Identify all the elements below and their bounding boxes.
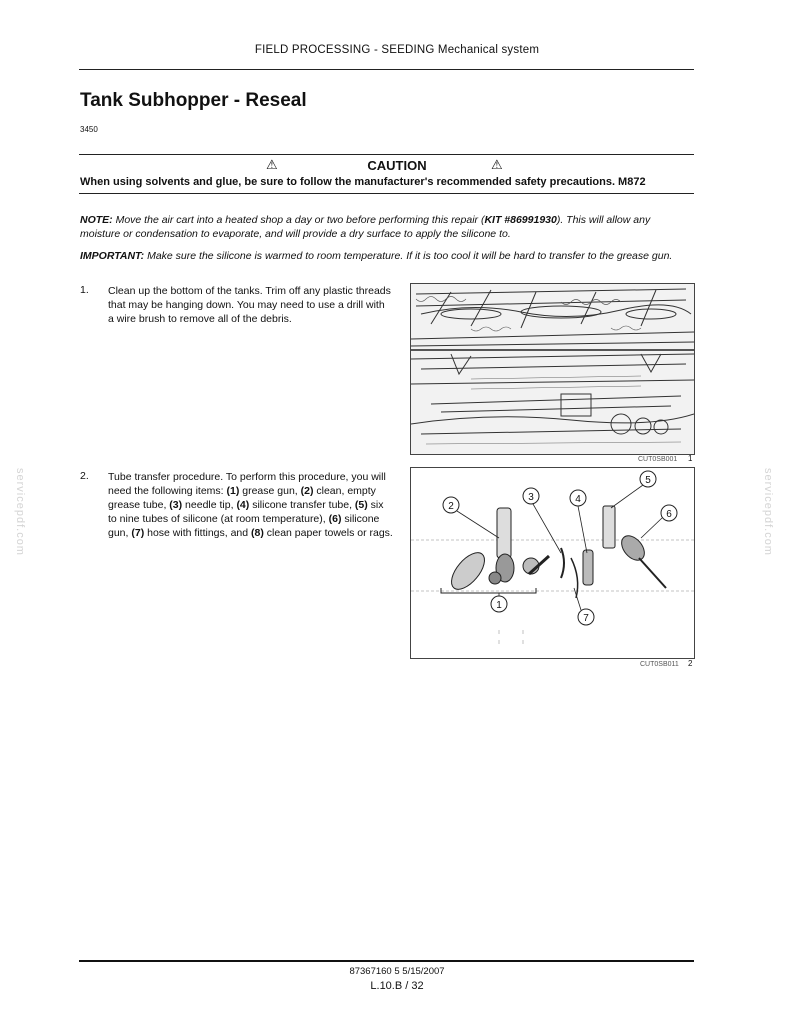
item-num: (4) [236,499,250,511]
step-2-text [108,470,393,540]
item-num: (8) [251,527,264,539]
caution-rule-bottom [79,193,694,194]
note-text-1: Move the air cart into a heated shop a day or two before performing this repair ( [112,214,485,226]
step-2-number: 2. [80,470,89,482]
callout-label: 4 [575,494,581,505]
item-num: (1) [226,485,240,497]
watermark-left: servicepdf.com [14,468,26,556]
note-text-2: ). This will allow any moisture or condensation to evaporate, and will provide a dry surface to apply the silicone to. [80,214,651,240]
item-text: six to nine tubes of silicone (at room temperature), [108,499,384,525]
item-text: needle tip, [182,499,237,511]
warning-icon: ⚠ [491,157,503,172]
figure-2-tools [410,467,695,659]
footer-rule [79,960,694,962]
figure-1-tank-bottom [410,283,695,455]
step-1-number: 1. [80,284,89,296]
item-text: grease gun, [239,485,301,497]
callout-label: 6 [666,509,672,520]
important-label: IMPORTANT: [80,250,145,262]
section-header: FIELD PROCESSING - SEEDING Mechanical system [254,44,540,56]
item-text: hose with fittings, and [144,527,252,539]
step-1-text: Clean up the bottom of the tanks. Trim off any plastic threads that may be hanging down. You may need to use a drill with a wire brush to remove all of the debris. [108,285,391,325]
callout-label: 1 [496,600,502,611]
caution-text: When using solvents and glue, be sure to follow the manufacturer's recommended safety precautions. M872 [80,176,646,188]
caution-label: CAUTION [367,158,427,173]
watermark-right: servicepdf.com [762,468,774,556]
callout-label: 7 [583,613,589,624]
callout-label: 2 [448,501,454,512]
item-text: silicone gun, [108,513,380,539]
callout-label: 5 [645,475,651,486]
item-text: silicone transfer tube, [249,499,355,511]
important-text: Make sure the silicone is warmed to room temperature. If it is too cool it will be hard to transfer to the grease gun. [144,250,673,262]
figure-2-number: 2 [688,659,693,668]
figure-1-number: 1 [688,454,693,463]
warning-icon: ⚠ [266,157,278,172]
procedure-code: 3450 [80,125,98,134]
item-num: (5) [354,499,368,511]
callout-label: 3 [528,492,534,503]
item-num: (2) [300,485,314,497]
item-text: clean paper towels or rags. [263,527,393,539]
tank-bottom-illustration [411,284,694,454]
tools-illustration [411,468,694,658]
item-num: (7) [131,527,145,539]
figure-2-id: CUT0SB011 [640,661,679,668]
caution-rule-top [79,154,694,155]
item-text: clean, empty grease tube, [108,485,376,511]
important-paragraph [80,250,693,264]
step-2-intro: Tube transfer procedure. To perform this procedure, you will need the following items: [108,471,386,497]
note-paragraph [80,214,693,241]
kit-number: KIT #86991930 [484,214,557,226]
item-num: (3) [169,499,183,511]
figure-1-id: CUT0SB001 [638,456,678,463]
footer-page-number: L.10.B / 32 [370,980,424,992]
header-rule [79,69,694,70]
page-title: Tank Subhopper - Reseal [80,90,307,111]
item-num: (6) [328,513,342,525]
note-label: NOTE: [80,214,113,226]
footer-doc-number: 87367160 5 5/15/2007 [349,966,445,977]
